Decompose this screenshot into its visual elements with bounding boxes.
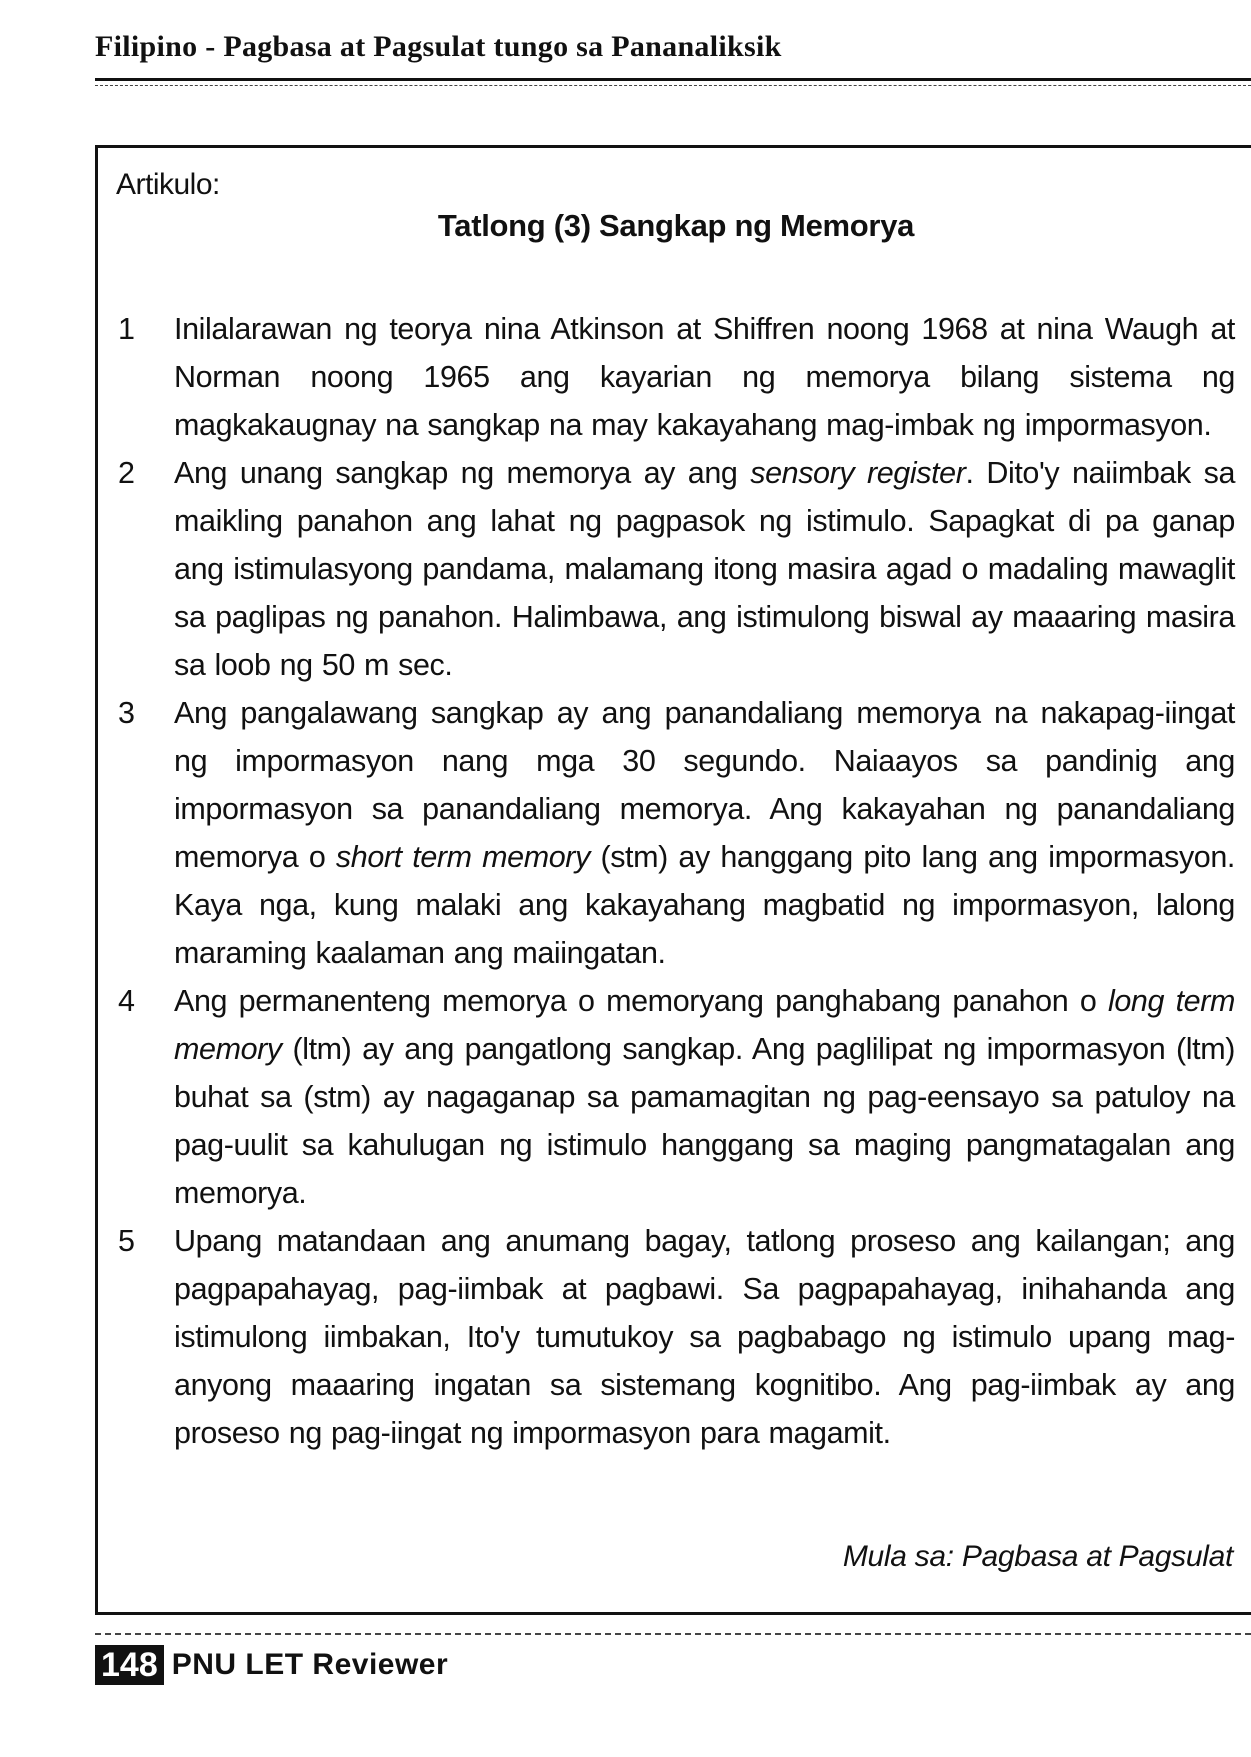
source-citation: Mula sa: Pagbasa at Pagsulat [842,1540,1233,1573]
item-text-italic: short term memory [335,840,590,874]
item-text [174,977,1235,1217]
item-number: 5 [118,1224,135,1258]
item-number: 4 [118,984,135,1018]
item-text-italic: long term memory [174,984,1235,1066]
item-text-before: Ang pangalawang sangkap ay ang panandaliang memorya na nakapag-iingat ng impormasyon nang mga 30 segundo. Naiaayos sa pandinig ang impormasyon sa panandaliang memorya. Ang kakayahan ng panandaliang memorya o [174,696,1235,874]
list-item [118,305,1235,449]
item-text-after: . Dito'y naiimbak sa maikling panahon ang lahat ng pagpasok ng istimulo. Sapagkat di pa ganap ang istimulasyong pandama, malamang itong masira agad o madaling mawaglit sa paglipas ng panahon. Halimbawa, ang istimulong biswal ay maaaring masira sa loob ng 50 m sec. [174,456,1236,682]
article-title: Tatlong (3) Sangkap ng Memorya [437,208,915,243]
list-item [118,1217,1235,1457]
header-rule [95,78,1251,81]
page-footer [95,1645,448,1685]
item-number: 1 [118,312,135,346]
item-text-before: Ang unang sangkap ng memorya ay ang [174,456,751,490]
item-text [174,689,1235,977]
item-text-after: (ltm) ay ang pangatlong sangkap. Ang paglilipat ng impormasyon (ltm) buhat sa (stm) ay nagaganap sa pamamagitan ng pag-eensayo sa patuloy na pag-uulit sa kahulugan ng istimulo hanggang sa maging pangmatagalan ang memorya. [174,1032,1235,1210]
running-header: Filipino - Pagbasa at Pagsulat tungo sa Pananaliksik [95,30,782,63]
item-number: 3 [118,696,135,730]
list-item [118,977,1235,1217]
page-number: 148 [95,1645,164,1685]
item-text [174,449,1235,689]
list-item [118,689,1235,977]
article-list [118,305,1235,1457]
item-text-before: Ang permanenteng memorya o memoryang panghabang panahon o [174,984,1108,1018]
article-box [95,145,1251,1615]
article-label: Artikulo: [116,168,220,201]
item-text-italic: sensory register [750,456,966,490]
item-number: 2 [118,456,135,490]
list-item [118,449,1235,689]
item-text: Upang matandaan ang anumang bagay, tatlong proseso ang kailangan; ang pagpapahayag, pag-iimbak at pagbawi. Sa pagpapahayag, inihahanda ang istimulong iimbakan, Ito'y tumutukoy sa pagbabago ng istimulo upang mag-anyong maaaring ingatan sa sistemang kognitibo. Ang pag-iimbak ay ang proseso ng pag-iingat ng impormasyon para magamit. [174,1224,1235,1450]
footer-rule [95,1633,1251,1635]
item-text: Inilalarawan ng teorya nina Atkinson at Shiffren noong 1968 at nina Waugh at Norman noong 1965 ang kayarian ng memorya bilang sistema ng magkakaugnay na sangkap na may kakayahang mag-imbak ng impormasyon. [174,312,1235,442]
footer-label: PNU LET Reviewer [171,1648,449,1681]
header-rule-thin [95,85,1251,86]
item-text-after: (stm) ay hanggang pito lang ang impormasyon. Kaya nga, kung malaki ang kakayahang magbatid ng impormasyon, lalong maraming kaalaman ang maiingatan. [174,840,1235,970]
